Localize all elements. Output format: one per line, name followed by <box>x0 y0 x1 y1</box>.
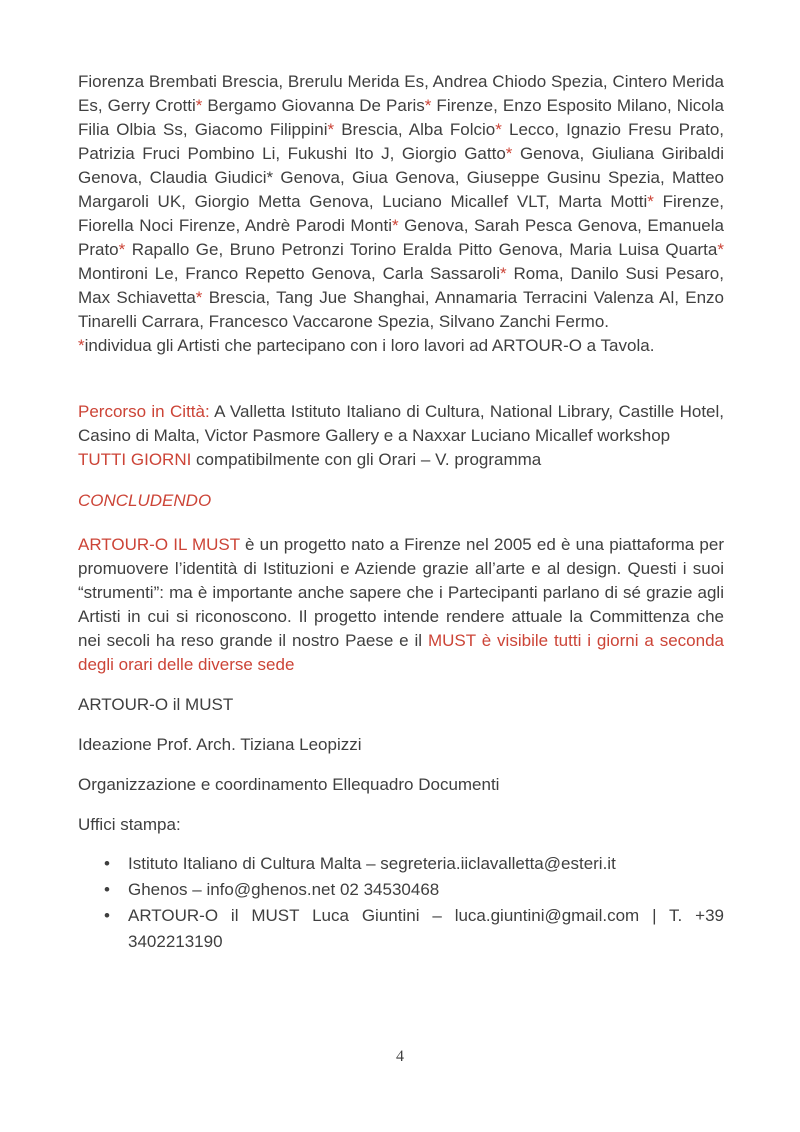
text-segment: Firenze, Fiorella Noci Firenze, Andrè Parodi Monti <box>78 192 724 235</box>
red-text-segment: TUTTI GIORNI <box>78 450 192 469</box>
text-segment: Rapallo Ge, Bruno Petronzi Torino Eralda Pitto Genova, Maria Luisa Quarta <box>125 240 718 259</box>
red-text-segment: * <box>195 96 203 115</box>
percorso-paragraph <box>78 400 724 448</box>
red-text-segment: * <box>495 120 502 139</box>
text-segment: Brescia, Tang Jue Shanghai, Annamaria Terracini Valenza Al, Enzo Tinarelli Carrara, Francesco Vaccarone Spezia, Silvano Zanchi Fermo. <box>78 288 724 331</box>
red-text-segment: * <box>499 264 507 283</box>
text-segment: Roma, Danilo Susi Pesaro, Max Schiavetta <box>78 264 724 307</box>
concludendo-heading: CONCLUDENDO <box>78 491 212 510</box>
red-text-segment: MUST è visibile tutti i giorni a seconda degli orari delle diverse sede <box>78 631 724 674</box>
red-text-segment: * <box>647 192 654 211</box>
text-segment: Genova, Sarah Pesca Genova, Emanuela Prato <box>78 216 724 259</box>
red-text-segment: * <box>424 96 432 115</box>
ideazione-line: Ideazione Prof. Arch. Tiziana Leopizzi <box>78 735 362 754</box>
red-text-segment: * <box>717 240 724 259</box>
bullet-icon: • <box>104 854 110 873</box>
red-text-segment: * <box>505 144 513 163</box>
text-segment: A Valletta Istituto Italiano di Cultura, National Library, Castille Hotel, Casino di Malta, Victor Pasmore Gallery e a Naxxar Luciano Micallef workshop <box>78 402 724 445</box>
tutti-giorni-line <box>78 448 724 472</box>
text-segment: Bergamo Giovanna De Paris <box>202 96 425 115</box>
text-segment: è un progetto nato a Firenze nel 2005 ed è una piattaforma per promuovere l’identità di Istituzioni e Aziende grazie all’arte e al design. Questi i suoi “strumenti”: ma è importante anche sapere che i Partecipanti parlano di sé grazie agli Artisti in cui si riconoscono. Il progetto intende rendere attuale la Committenza che nei secoli ha reso grande il nostro Paese e il <box>78 535 724 650</box>
list-item <box>78 903 724 955</box>
text-segment: Montironi Le, Franco Repetto Genova, Carla Sassaroli <box>78 264 500 283</box>
red-text-segment: * <box>195 288 203 307</box>
red-text-segment: ARTOUR-O IL MUST <box>78 535 240 554</box>
concludendo-paragraph <box>78 533 724 677</box>
text-segment: compatibilmente con gli Orari – V. programma <box>191 450 542 469</box>
page-number: 4 <box>396 1048 404 1065</box>
text-segment: Genova, Giuliana Giribaldi Genova, Claudia Giudici* Genova, Giua Genova, Giuseppe Gusinu Spezia, Matteo Margaroli UK, Giorgio Metta Genova, Luciano Micallef VLT, Marta Motti <box>78 144 725 211</box>
red-text-segment: * <box>327 120 335 139</box>
press-office-text: ARTOUR-O il MUST Luca Giuntini – luca.giuntini@gmail.com | T. +39 3402213190 <box>128 906 724 951</box>
red-text-segment: * <box>118 240 126 259</box>
red-text-segment: Percorso in Città: <box>78 402 210 421</box>
artist-list-paragraph <box>78 70 724 334</box>
text-segment: individua gli Artisti che partecipano con i loro lavori ad ARTOUR-O a Tavola. <box>84 336 655 355</box>
press-office-text: Ghenos – info@ghenos.net 02 34530468 <box>128 880 440 899</box>
bullet-icon: • <box>104 880 110 899</box>
list-item <box>78 851 724 877</box>
organizzazione-line: Organizzazione e coordinamento Ellequadro Documenti <box>78 775 500 794</box>
asterisk-footnote-line <box>78 334 724 358</box>
press-offices-list <box>78 851 724 955</box>
bullet-icon: • <box>104 906 110 925</box>
text-segment: Fiorenza Brembati Brescia, Brerulu Merida Es, Andrea Chiodo Spezia, Cintero Merida Es, Gerry Crotti <box>78 72 724 115</box>
page-content <box>78 70 724 955</box>
uffici-stampa-line: Uffici stampa: <box>78 815 181 834</box>
list-item <box>78 877 724 903</box>
text-segment: Firenze, Enzo Esposito Milano, Nicola Filia Olbia Ss, Giacomo Filippini <box>78 96 724 139</box>
red-text-segment: * <box>391 216 399 235</box>
red-text-segment: * <box>78 336 85 355</box>
press-office-text: Istituto Italiano di Cultura Malta – segreteria.iiclavalletta@esteri.it <box>128 854 616 873</box>
artour-o-il-must-line: ARTOUR-O il MUST <box>78 695 234 714</box>
text-segment: Brescia, Alba Folcio <box>334 120 496 139</box>
text-segment: Lecco, Ignazio Fresu Prato, Patrizia Fruci Pombino Li, Fukushi Ito J, Giorgio Gatto <box>78 120 725 163</box>
